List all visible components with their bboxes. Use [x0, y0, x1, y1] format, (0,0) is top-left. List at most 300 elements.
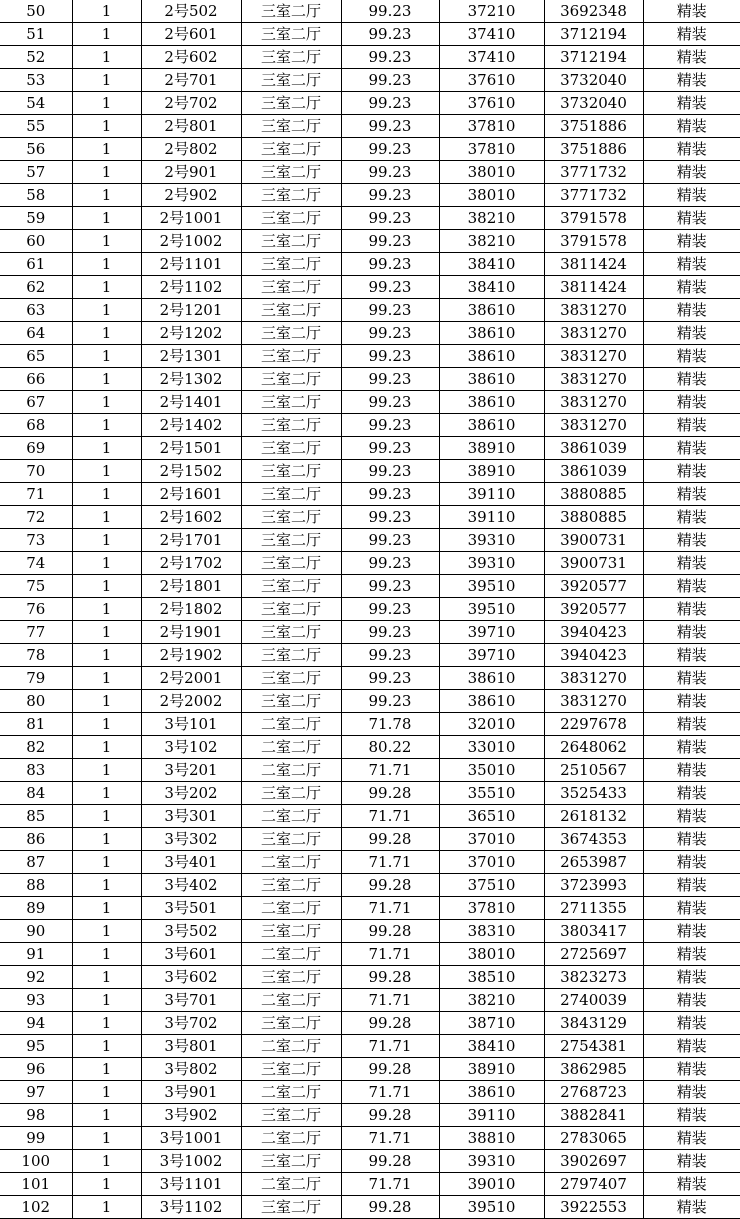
total-price-cell: 2711355: [544, 897, 643, 920]
layout-cell: 三室二厅: [241, 138, 341, 161]
area-cell: 99.23: [341, 667, 439, 690]
decoration-cell: 精装: [643, 115, 740, 138]
row-number-cell: 78: [0, 644, 72, 667]
area-cell: 99.28: [341, 1196, 439, 1219]
decoration-cell: 精装: [643, 529, 740, 552]
table-row: [0, 713, 740, 736]
building-count-cell: 1: [72, 759, 141, 782]
decoration-cell: 精装: [643, 1196, 740, 1219]
unit-number-cell: 2号2001: [141, 667, 241, 690]
total-price-cell: 3723993: [544, 874, 643, 897]
total-price-cell: 3831270: [544, 299, 643, 322]
area-cell: 71.71: [341, 1173, 439, 1196]
unit-price-cell: 38210: [439, 989, 544, 1012]
layout-cell: 三室二厅: [241, 0, 341, 23]
unit-number-cell: 3号501: [141, 897, 241, 920]
building-count-cell: 1: [72, 713, 141, 736]
unit-number-cell: 2号1002: [141, 230, 241, 253]
area-cell: 99.23: [341, 0, 439, 23]
layout-cell: 三室二厅: [241, 46, 341, 69]
decoration-cell: 精装: [643, 1104, 740, 1127]
building-count-cell: 1: [72, 1081, 141, 1104]
unit-number-cell: 2号1502: [141, 460, 241, 483]
row-number-cell: 51: [0, 23, 72, 46]
unit-price-cell: 38810: [439, 1127, 544, 1150]
decoration-cell: 精装: [643, 667, 740, 690]
decoration-cell: 精装: [643, 736, 740, 759]
building-count-cell: 1: [72, 1196, 141, 1219]
row-number-cell: 55: [0, 115, 72, 138]
layout-cell: 三室二厅: [241, 575, 341, 598]
total-price-cell: 2725697: [544, 943, 643, 966]
decoration-cell: 精装: [643, 184, 740, 207]
building-count-cell: 1: [72, 230, 141, 253]
decoration-cell: 精装: [643, 483, 740, 506]
unit-number-cell: 2号2002: [141, 690, 241, 713]
area-cell: 71.71: [341, 989, 439, 1012]
row-number-cell: 74: [0, 552, 72, 575]
row-number-cell: 67: [0, 391, 72, 414]
unit-number-cell: 3号1001: [141, 1127, 241, 1150]
unit-number-cell: 3号301: [141, 805, 241, 828]
total-price-cell: 3712194: [544, 23, 643, 46]
total-price-cell: 3751886: [544, 138, 643, 161]
decoration-cell: 精装: [643, 345, 740, 368]
area-cell: 99.23: [341, 69, 439, 92]
building-count-cell: 1: [72, 851, 141, 874]
area-cell: 80.22: [341, 736, 439, 759]
unit-number-cell: 2号1102: [141, 276, 241, 299]
table-row: [0, 161, 740, 184]
decoration-cell: 精装: [643, 575, 740, 598]
table-row: [0, 460, 740, 483]
decoration-cell: 精装: [643, 713, 740, 736]
layout-cell: 三室二厅: [241, 1058, 341, 1081]
unit-number-cell: 2号701: [141, 69, 241, 92]
area-cell: 99.28: [341, 1104, 439, 1127]
building-count-cell: 1: [72, 897, 141, 920]
area-cell: 99.23: [341, 368, 439, 391]
table-row: [0, 1127, 740, 1150]
total-price-cell: 3900731: [544, 552, 643, 575]
table-row: [0, 138, 740, 161]
building-count-cell: 1: [72, 920, 141, 943]
row-number-cell: 94: [0, 1012, 72, 1035]
unit-number-cell: 2号601: [141, 23, 241, 46]
row-number-cell: 80: [0, 690, 72, 713]
area-cell: 99.28: [341, 1058, 439, 1081]
table-row: [0, 644, 740, 667]
building-count-cell: 1: [72, 23, 141, 46]
unit-number-cell: 3号1102: [141, 1196, 241, 1219]
building-count-cell: 1: [72, 138, 141, 161]
layout-cell: 三室二厅: [241, 184, 341, 207]
area-cell: 99.23: [341, 506, 439, 529]
total-price-cell: 2618132: [544, 805, 643, 828]
layout-cell: 三室二厅: [241, 207, 341, 230]
total-price-cell: 3791578: [544, 230, 643, 253]
row-number-cell: 50: [0, 0, 72, 23]
unit-price-cell: 39310: [439, 552, 544, 575]
decoration-cell: 精装: [643, 138, 740, 161]
total-price-cell: 3920577: [544, 598, 643, 621]
unit-price-cell: 39710: [439, 621, 544, 644]
building-count-cell: 1: [72, 184, 141, 207]
building-count-cell: 1: [72, 92, 141, 115]
unit-number-cell: 2号1801: [141, 575, 241, 598]
building-count-cell: 1: [72, 207, 141, 230]
total-price-cell: 2754381: [544, 1035, 643, 1058]
area-cell: 71.71: [341, 759, 439, 782]
unit-price-cell: 37510: [439, 874, 544, 897]
unit-price-cell: 38410: [439, 1035, 544, 1058]
building-count-cell: 1: [72, 322, 141, 345]
decoration-cell: 精装: [643, 299, 740, 322]
table-row: [0, 1012, 740, 1035]
decoration-cell: 精装: [643, 460, 740, 483]
unit-price-cell: 39510: [439, 598, 544, 621]
building-count-cell: 1: [72, 253, 141, 276]
unit-number-cell: 2号1401: [141, 391, 241, 414]
table-row: [0, 437, 740, 460]
layout-cell: 三室二厅: [241, 69, 341, 92]
building-count-cell: 1: [72, 943, 141, 966]
total-price-cell: 3771732: [544, 184, 643, 207]
area-cell: 99.23: [341, 575, 439, 598]
total-price-cell: 3751886: [544, 115, 643, 138]
layout-cell: 三室二厅: [241, 690, 341, 713]
layout-cell: 三室二厅: [241, 322, 341, 345]
unit-price-cell: 37010: [439, 828, 544, 851]
decoration-cell: 精装: [643, 276, 740, 299]
unit-price-cell: 38010: [439, 943, 544, 966]
row-number-cell: 84: [0, 782, 72, 805]
row-number-cell: 99: [0, 1127, 72, 1150]
total-price-cell: 3831270: [544, 345, 643, 368]
building-count-cell: 1: [72, 690, 141, 713]
decoration-cell: 精装: [643, 851, 740, 874]
unit-price-cell: 37610: [439, 69, 544, 92]
building-count-cell: 1: [72, 437, 141, 460]
row-number-cell: 95: [0, 1035, 72, 1058]
unit-price-cell: 38710: [439, 1012, 544, 1035]
decoration-cell: 精装: [643, 943, 740, 966]
unit-number-cell: 2号702: [141, 92, 241, 115]
table-row: [0, 1150, 740, 1173]
building-count-cell: 1: [72, 115, 141, 138]
unit-number-cell: 3号1002: [141, 1150, 241, 1173]
building-count-cell: 1: [72, 460, 141, 483]
layout-cell: 三室二厅: [241, 621, 341, 644]
area-cell: 71.71: [341, 1035, 439, 1058]
building-count-cell: 1: [72, 1127, 141, 1150]
decoration-cell: 精装: [643, 782, 740, 805]
table-row: [0, 0, 740, 23]
row-number-cell: 91: [0, 943, 72, 966]
layout-cell: 三室二厅: [241, 299, 341, 322]
unit-number-cell: 2号1202: [141, 322, 241, 345]
decoration-cell: 精装: [643, 552, 740, 575]
total-price-cell: 3712194: [544, 46, 643, 69]
building-count-cell: 1: [72, 805, 141, 828]
total-price-cell: 3525433: [544, 782, 643, 805]
unit-price-cell: 38910: [439, 460, 544, 483]
total-price-cell: 2768723: [544, 1081, 643, 1104]
layout-cell: 二室二厅: [241, 897, 341, 920]
decoration-cell: 精装: [643, 759, 740, 782]
layout-cell: 三室二厅: [241, 253, 341, 276]
unit-price-cell: 38610: [439, 391, 544, 414]
decoration-cell: 精装: [643, 805, 740, 828]
table-row: [0, 575, 740, 598]
total-price-cell: 2653987: [544, 851, 643, 874]
unit-number-cell: 3号202: [141, 782, 241, 805]
layout-cell: 三室二厅: [241, 667, 341, 690]
unit-price-cell: 37210: [439, 0, 544, 23]
layout-cell: 三室二厅: [241, 552, 341, 575]
total-price-cell: 3880885: [544, 483, 643, 506]
building-count-cell: 1: [72, 46, 141, 69]
unit-price-cell: 38410: [439, 253, 544, 276]
building-count-cell: 1: [72, 299, 141, 322]
row-number-cell: 82: [0, 736, 72, 759]
decoration-cell: 精装: [643, 1127, 740, 1150]
area-cell: 99.23: [341, 46, 439, 69]
total-price-cell: 3862985: [544, 1058, 643, 1081]
unit-price-cell: 39010: [439, 1173, 544, 1196]
row-number-cell: 56: [0, 138, 72, 161]
area-cell: 99.23: [341, 276, 439, 299]
unit-price-cell: 39510: [439, 1196, 544, 1219]
layout-cell: 三室二厅: [241, 92, 341, 115]
total-price-cell: 3920577: [544, 575, 643, 598]
building-count-cell: 1: [72, 552, 141, 575]
unit-number-cell: 2号602: [141, 46, 241, 69]
building-count-cell: 1: [72, 1173, 141, 1196]
decoration-cell: 精装: [643, 1081, 740, 1104]
building-count-cell: 1: [72, 989, 141, 1012]
building-count-cell: 1: [72, 276, 141, 299]
table-row: [0, 621, 740, 644]
row-number-cell: 53: [0, 69, 72, 92]
area-cell: 99.23: [341, 207, 439, 230]
building-count-cell: 1: [72, 483, 141, 506]
area-cell: 99.28: [341, 966, 439, 989]
decoration-cell: 精装: [643, 1035, 740, 1058]
total-price-cell: 3732040: [544, 92, 643, 115]
table-row: [0, 230, 740, 253]
total-price-cell: 3811424: [544, 276, 643, 299]
table-row: [0, 667, 740, 690]
layout-cell: 三室二厅: [241, 828, 341, 851]
unit-price-cell: 39310: [439, 1150, 544, 1173]
table-row: [0, 1035, 740, 1058]
row-number-cell: 64: [0, 322, 72, 345]
decoration-cell: 精装: [643, 207, 740, 230]
layout-cell: 三室二厅: [241, 1196, 341, 1219]
total-price-cell: 3843129: [544, 1012, 643, 1035]
layout-cell: 三室二厅: [241, 598, 341, 621]
table-row: [0, 828, 740, 851]
table-row: [0, 1058, 740, 1081]
row-number-cell: 66: [0, 368, 72, 391]
unit-number-cell: 3号401: [141, 851, 241, 874]
total-price-cell: 3674353: [544, 828, 643, 851]
area-cell: 99.28: [341, 782, 439, 805]
unit-price-cell: 37810: [439, 897, 544, 920]
unit-price-cell: 37810: [439, 115, 544, 138]
layout-cell: 二室二厅: [241, 736, 341, 759]
total-price-cell: 3902697: [544, 1150, 643, 1173]
table-row: [0, 1104, 740, 1127]
unit-price-cell: 39510: [439, 575, 544, 598]
decoration-cell: 精装: [643, 506, 740, 529]
area-cell: 99.28: [341, 1012, 439, 1035]
area-cell: 99.28: [341, 1150, 439, 1173]
unit-number-cell: 2号502: [141, 0, 241, 23]
unit-price-cell: 37610: [439, 92, 544, 115]
row-number-cell: 58: [0, 184, 72, 207]
row-number-cell: 100: [0, 1150, 72, 1173]
layout-cell: 二室二厅: [241, 759, 341, 782]
building-count-cell: 1: [72, 598, 141, 621]
area-cell: 71.71: [341, 943, 439, 966]
unit-price-cell: 35010: [439, 759, 544, 782]
table-row: [0, 276, 740, 299]
area-cell: 99.23: [341, 644, 439, 667]
unit-price-cell: 39110: [439, 483, 544, 506]
layout-cell: 二室二厅: [241, 851, 341, 874]
area-cell: 99.23: [341, 598, 439, 621]
building-count-cell: 1: [72, 1058, 141, 1081]
area-cell: 99.23: [341, 391, 439, 414]
decoration-cell: 精装: [643, 161, 740, 184]
decoration-cell: 精装: [643, 69, 740, 92]
table-row: [0, 874, 740, 897]
table-row: [0, 920, 740, 943]
table-row: [0, 897, 740, 920]
total-price-cell: 2648062: [544, 736, 643, 759]
area-cell: 99.23: [341, 690, 439, 713]
row-number-cell: 89: [0, 897, 72, 920]
row-number-cell: 101: [0, 1173, 72, 1196]
unit-number-cell: 2号1702: [141, 552, 241, 575]
area-cell: 71.71: [341, 805, 439, 828]
unit-number-cell: 3号1101: [141, 1173, 241, 1196]
unit-price-cell: 38410: [439, 276, 544, 299]
decoration-cell: 精装: [643, 920, 740, 943]
row-number-cell: 81: [0, 713, 72, 736]
table-row: [0, 943, 740, 966]
total-price-cell: 2297678: [544, 713, 643, 736]
decoration-cell: 精装: [643, 897, 740, 920]
table-row: [0, 322, 740, 345]
unit-number-cell: 3号302: [141, 828, 241, 851]
total-price-cell: 3940423: [544, 644, 643, 667]
table-row: [0, 23, 740, 46]
unit-number-cell: 2号801: [141, 115, 241, 138]
total-price-cell: 3880885: [544, 506, 643, 529]
table-row: [0, 414, 740, 437]
row-number-cell: 62: [0, 276, 72, 299]
layout-cell: 三室二厅: [241, 529, 341, 552]
area-cell: 99.23: [341, 345, 439, 368]
decoration-cell: 精装: [643, 1058, 740, 1081]
building-count-cell: 1: [72, 368, 141, 391]
table-row: [0, 253, 740, 276]
unit-price-cell: 39110: [439, 1104, 544, 1127]
building-count-cell: 1: [72, 506, 141, 529]
unit-number-cell: 3号701: [141, 989, 241, 1012]
row-number-cell: 76: [0, 598, 72, 621]
table-row: [0, 368, 740, 391]
table-row: [0, 598, 740, 621]
unit-price-cell: 38610: [439, 690, 544, 713]
table-row: [0, 46, 740, 69]
decoration-cell: 精装: [643, 989, 740, 1012]
decoration-cell: 精装: [643, 644, 740, 667]
layout-cell: 三室二厅: [241, 414, 341, 437]
table-row: [0, 529, 740, 552]
area-cell: 99.23: [341, 460, 439, 483]
total-price-cell: 3900731: [544, 529, 643, 552]
table-row: [0, 805, 740, 828]
unit-price-cell: 38610: [439, 345, 544, 368]
building-count-cell: 1: [72, 621, 141, 644]
layout-cell: 二室二厅: [241, 989, 341, 1012]
unit-price-cell: 38310: [439, 920, 544, 943]
building-count-cell: 1: [72, 69, 141, 92]
unit-price-cell: 38610: [439, 1081, 544, 1104]
row-number-cell: 69: [0, 437, 72, 460]
total-price-cell: 3831270: [544, 322, 643, 345]
row-number-cell: 83: [0, 759, 72, 782]
total-price-cell: 3861039: [544, 437, 643, 460]
row-number-cell: 102: [0, 1196, 72, 1219]
unit-price-cell: 38610: [439, 322, 544, 345]
unit-number-cell: 2号1602: [141, 506, 241, 529]
table-row: [0, 299, 740, 322]
row-number-cell: 88: [0, 874, 72, 897]
row-number-cell: 57: [0, 161, 72, 184]
area-cell: 71.71: [341, 897, 439, 920]
row-number-cell: 77: [0, 621, 72, 644]
unit-number-cell: 2号1301: [141, 345, 241, 368]
decoration-cell: 精装: [643, 23, 740, 46]
unit-price-cell: 39110: [439, 506, 544, 529]
table-row: [0, 759, 740, 782]
total-price-cell: 3803417: [544, 920, 643, 943]
layout-cell: 三室二厅: [241, 23, 341, 46]
building-count-cell: 1: [72, 161, 141, 184]
row-number-cell: 65: [0, 345, 72, 368]
unit-number-cell: 3号801: [141, 1035, 241, 1058]
unit-price-cell: 39310: [439, 529, 544, 552]
table-row: [0, 782, 740, 805]
unit-number-cell: 3号502: [141, 920, 241, 943]
building-count-cell: 1: [72, 644, 141, 667]
table-row: [0, 690, 740, 713]
unit-number-cell: 2号802: [141, 138, 241, 161]
layout-cell: 三室二厅: [241, 483, 341, 506]
table-row: [0, 552, 740, 575]
total-price-cell: 3692348: [544, 0, 643, 23]
total-price-cell: 3831270: [544, 391, 643, 414]
building-count-cell: 1: [72, 874, 141, 897]
table-row: [0, 483, 740, 506]
building-count-cell: 1: [72, 529, 141, 552]
decoration-cell: 精装: [643, 828, 740, 851]
